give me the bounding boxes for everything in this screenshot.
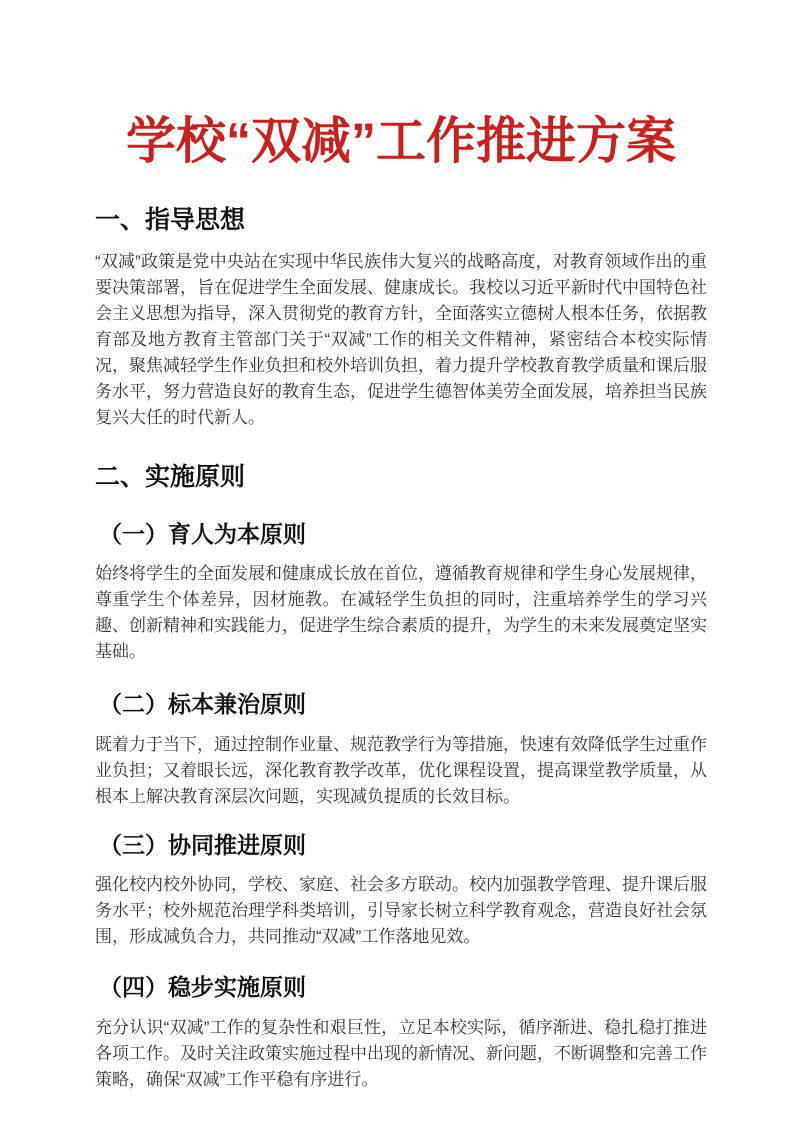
section-body: “双减”政策是党中央站在实现中华民族伟大复兴的战略高度，对教育领域作出的重要决策部署，旨在促进学生全面发展、健康成长。我校以习近平新时代中国特色社会主义思想为指导，深入贯彻党的教育方针，全面落实立德树人根本任务，依据教育部及地方教育主管部门关于“双减”工作的相关文件精神，紧密结合本校实际情况，聚焦减轻学生作业负担和校外培训负担，着力提升学校教育教学质量和课后服务水平，努力营造良好的教育生态，促进学生德智体美劳全面发展，培养担当民族复兴大任的时代新人。 [95,251,707,427]
subsection-body: 充分认识“双减”工作的复杂性和艰巨性，立足本校实际，循序渐进、稳扎稳打推进各项工作。及时关注政策实施过程中出现的新情况、新问题，不断调整和完善工作策略，确保“双减”工作平稳有序进行。 [95,1017,707,1089]
subsection-body: 始终将学生的全面发展和健康成长放在首位，遵循教育规律和学生身心发展规律，尊重学生个体差异，因材施教。在减轻学生负担的同时，注重培养学生的学习兴趣、创新精神和实践能力，促进学生综合素质的提升，为学生的未来发展奠定坚实基础。 [95,564,707,662]
subsection-heading: （四）稳步实施原则 [99,974,306,1001]
subsection-heading: （二）标本兼治原则 [99,691,306,718]
subsection-coordinated-advance [95,832,707,950]
subsection-body: 既着力于当下，通过控制作业量、规范教学行为等措施，快速有效降低学生过重作业负担；又着眼长远，深化教育教学改革，优化课程设置，提高课堂教学质量，从根本上解决教育深层次问题，实现减负提质的长效目标。 [95,734,707,806]
page-title: 学校“双减”工作推进方案 [126,113,676,169]
section-implementation-principles [95,464,707,1093]
section-heading: 二、实施原则 [95,462,246,491]
subsection-steady-implementation [95,974,707,1092]
subsection-heading: （一）育人为本原则 [99,521,306,547]
subsection-body: 强化校内校外协同，学校、家庭、社会多方联动。校内加强教学管理、提升课后服务水平；校外规范治理学科类培训，引导家长树立科学教育观念，营造良好社会氛围，形成减负合力，共同推动“双减”工作落地见效。 [95,875,707,947]
subsection-heading: （三）协同推进原则 [99,831,306,858]
subsection-root-and-symptom [95,691,707,809]
section-heading: 一、指导思想 [95,206,246,234]
subsection-people-oriented [95,521,707,665]
section-guiding-ideology [95,207,707,431]
